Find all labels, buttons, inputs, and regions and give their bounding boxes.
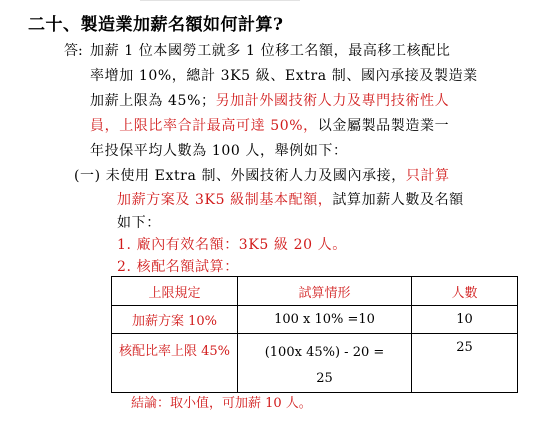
- table-row: [112, 306, 518, 334]
- row-1-limit-rule: 加薪方案 10%: [112, 306, 238, 334]
- item-2-quota-calculation: 2. 核配名額試算：: [117, 259, 239, 275]
- header-calculation: 試算情形: [238, 277, 412, 306]
- sub-line-2-seg-2: 試算加薪人數及名額: [332, 192, 464, 208]
- answer-line-2: [90, 65, 478, 85]
- quota-table-grid: [111, 276, 518, 393]
- row-2-count: 25: [412, 334, 518, 393]
- quota-table: [111, 276, 517, 384]
- sub-line-1: [74, 165, 450, 185]
- page-top-rule: [140, 0, 300, 7]
- sub-line-1-seg-2: 只計算: [405, 168, 450, 184]
- answer-line-2-seg-1: 率增加 10%，總計 3K5 級、Extra 制、國內承接及製造業: [90, 68, 478, 84]
- answer-line-4-seg-2: 以金屬製品製造業一: [317, 118, 450, 134]
- answer-line-3-seg-1: 加薪上限為 45%；: [90, 93, 216, 109]
- answer-line-1: [90, 40, 450, 60]
- answer-line-4-seg-1: 員，上限比率合計最高可達 50%，: [90, 118, 318, 134]
- sub-line-3: [117, 212, 161, 232]
- sub-line-2: [117, 189, 464, 209]
- sub-line-2-seg-1: 加薪方案及 3K5 級制基本配額，: [117, 192, 333, 208]
- answer-line-4: [90, 115, 449, 135]
- row-2-limit-rule: 核配比率上限 45%: [112, 334, 238, 393]
- answer-line-5: [90, 140, 348, 160]
- item-1-effective-quota: 1. 廠內有效名額：3K5 級 20 人。: [117, 237, 347, 253]
- table-header-row: [112, 277, 518, 306]
- row-2-calculation-line-2: 25: [316, 371, 333, 386]
- header-count: 人數: [412, 277, 518, 306]
- row-2-calculation: [238, 334, 412, 393]
- conclusion-text: 結論：取小值，可加薪 10 人。: [131, 396, 312, 411]
- header-limit-rule: 上限規定: [112, 277, 238, 306]
- answer-line-1-seg-1: 加薪 1 位本國勞工就多 1 位移工名額，最高移工核配比: [90, 43, 451, 59]
- answer-line-5-seg-1: 年投保平均人數為 100 人，舉例如下：: [90, 143, 348, 159]
- answer-label: 答:: [64, 43, 83, 59]
- sub-line-1-seg-1: (一) 未使用 Extra 制、外國技術人力及國內承接，: [74, 168, 406, 184]
- table-row: [112, 334, 518, 393]
- row-1-calculation: 100 x 10% =10: [238, 306, 412, 334]
- row-2-calculation-line-1: (100x 45%) - 20 =: [264, 345, 385, 360]
- section-heading: 二十、製造業加薪名額如何計算?: [28, 15, 284, 35]
- sub-line-3-seg-1: 如下：: [117, 215, 161, 231]
- answer-line-3-seg-2: 另加計外國技術人力及專門技術性人: [215, 93, 450, 109]
- row-1-count: 10: [412, 306, 518, 334]
- answer-line-3: [90, 90, 449, 110]
